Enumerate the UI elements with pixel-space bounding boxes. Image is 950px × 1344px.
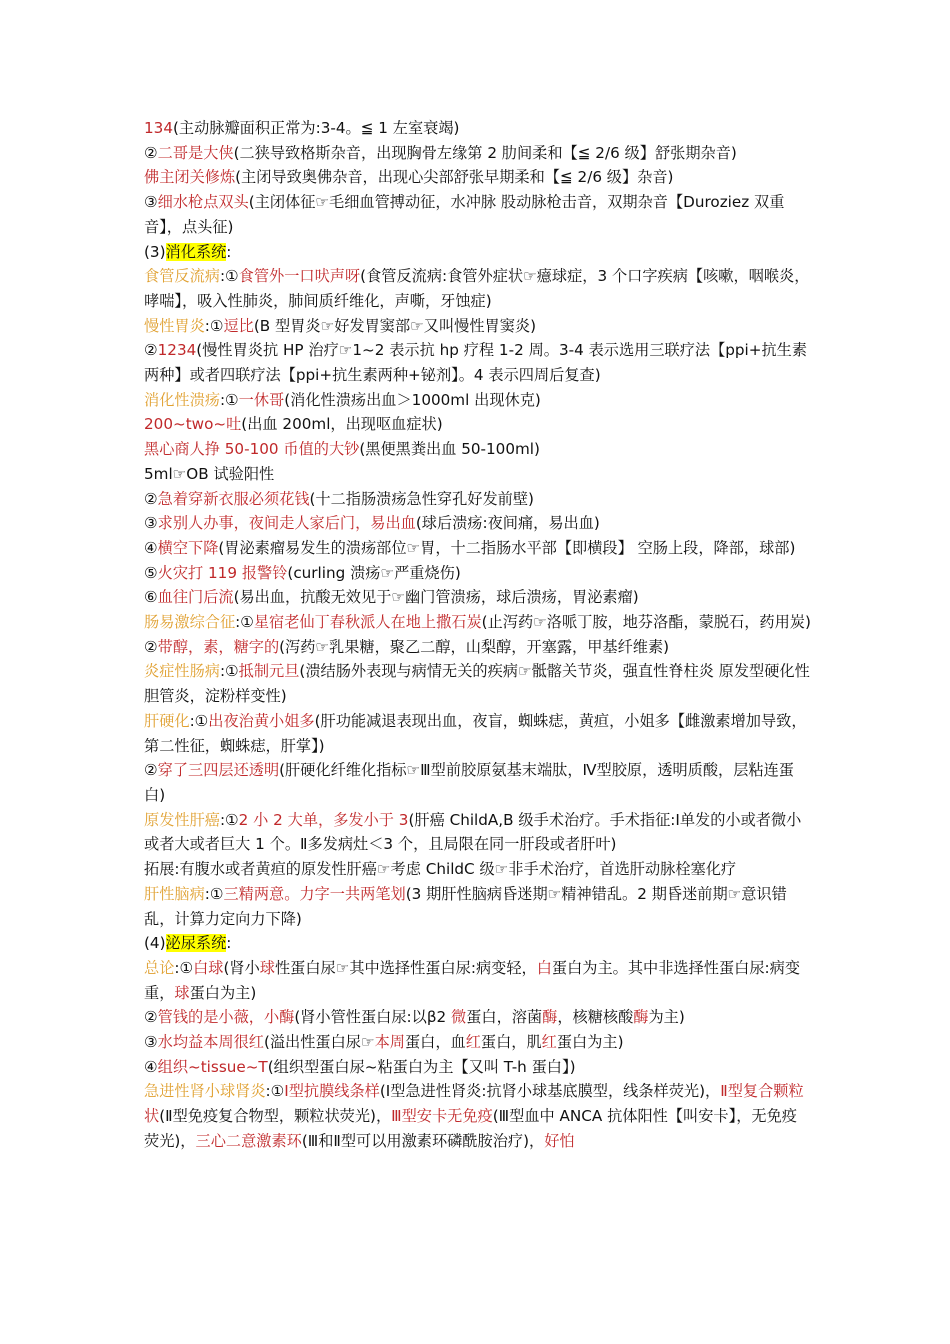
red-mnemonic: 带醇，素，糖字的	[157, 637, 280, 656]
red-mnemonic: 白	[536, 958, 552, 977]
orange-topic: 急进性肾小球肾炎	[144, 1082, 266, 1101]
text-line	[144, 264, 812, 313]
text-line	[144, 116, 812, 141]
text-segment: :①	[235, 613, 254, 632]
text-segment: (溃结肠外表现与病情无关的疾病☞骶髂关节炎，强直性脊柱炎 原发型硬化性胆管炎，淀粉样变性)	[144, 662, 810, 706]
orange-topic: 慢性胃炎	[144, 316, 205, 335]
text-segment: (主闭体征☞毛细血管搏动征，水冲脉 股动脉枪击音，双期杂音【Duroziez 双重音】，点头征)	[144, 193, 785, 236]
text-segment: ③	[144, 514, 158, 533]
text-segment: 拓展:有腹水或者黄疸的原发性肝癌☞考虑 ChildC 级☞非手术治疗，首选肝动脉栓塞化疗	[144, 860, 737, 879]
red-mnemonic: 细水枪点双头	[157, 193, 249, 212]
text-line	[144, 635, 812, 660]
text-line	[144, 314, 812, 339]
text-line	[144, 165, 812, 190]
red-mnemonic: 出夜治黄小姐多	[208, 711, 315, 730]
text-segment: :①	[265, 1082, 285, 1101]
red-mnemonic: 组织~tissue~T	[157, 1057, 268, 1076]
text-segment: (出血 200ml，出现呕血症状)	[241, 415, 443, 434]
text-segment: (3 期肝性脑病昏迷期☞精神错乱。2 期昏迷前期☞意识错乱，计算力定向力下降)	[144, 884, 787, 928]
text-segment: 为主)	[648, 1008, 685, 1027]
text-line	[144, 808, 812, 857]
text-segment: (主动脉瓣面积正常为:3-4。≦ 1 左室衰竭)	[173, 119, 460, 137]
text-line	[144, 956, 812, 1005]
text-line	[144, 931, 812, 956]
text-line	[144, 338, 812, 387]
orange-topic: 食管反流病	[144, 267, 220, 286]
text-segment: (食管反流病:食管外症状☞癔球症，3 个口字疾病【咳嗽，咽喉炎，哮喘】，吸入性肺炎，肺间质纤维化，声嘶，牙蚀症)	[144, 267, 810, 310]
red-mnemonic: 微	[451, 1008, 467, 1027]
highlighted-heading: 消化系统	[165, 242, 227, 261]
text-segment: 蛋白为主。其中非选择性蛋白尿:病变重，	[144, 958, 801, 1002]
text-segment: ②	[144, 143, 158, 162]
text-line	[144, 240, 812, 265]
red-mnemonic: 200~two~吐	[144, 415, 242, 434]
text-line	[144, 882, 812, 931]
text-segment: :	[226, 934, 232, 953]
text-segment: (组织型蛋白尿~粘蛋白为主【又叫 T-h 蛋白】)	[267, 1057, 576, 1076]
orange-topic: 肝性脑病	[144, 884, 205, 903]
text-segment: (肾小管性蛋白尿:以β2	[294, 1008, 452, 1027]
text-segment: (泻药☞乳果糖，聚乙二醇，山梨醇，开塞露，甲基纤维素)	[279, 637, 670, 656]
text-segment: (Ⅲ和Ⅱ型可以用激素环磷酰胺治疗)，	[301, 1131, 545, 1150]
orange-topic: 总论	[144, 958, 175, 977]
red-mnemonic: 一休哥	[238, 390, 285, 409]
orange-topic: 肝硬化	[144, 711, 190, 730]
text-line	[144, 388, 812, 413]
red-mnemonic: 好怕	[544, 1131, 575, 1150]
text-line	[144, 190, 812, 239]
text-segment: ②	[144, 341, 158, 360]
red-mnemonic: 酶	[633, 1008, 649, 1027]
red-mnemonic: Ⅱ型复合颗粒状	[144, 1082, 804, 1126]
text-segment: :①	[219, 267, 239, 286]
text-line	[144, 610, 812, 635]
red-mnemonic: Ⅰ型抗膜线条样	[284, 1082, 380, 1101]
text-segment: (Ⅱ型免疫复合物型，颗粒状荧光)，	[159, 1107, 392, 1126]
text-segment: (易出血，抗酸无效见于☞幽门管溃疡，球后溃疡，胃泌素瘤)	[233, 588, 639, 607]
text-segment: (肝硬化纤维化指标☞Ⅲ型前胶原氨基末端肽，Ⅳ型胶原，透明质酸，层粘连蛋白)	[144, 761, 794, 804]
text-segment: :①	[219, 810, 239, 829]
text-line	[144, 536, 812, 561]
text-line	[144, 511, 812, 536]
text-segment: 蛋白，肌	[480, 1033, 542, 1052]
text-line	[144, 561, 812, 586]
text-segment: ④	[144, 1057, 158, 1076]
text-line	[144, 487, 812, 512]
text-segment: ⑥	[144, 588, 158, 607]
text-segment: (黑便黑粪出血 50-100ml)	[359, 440, 540, 459]
red-mnemonic: 2 小 2 大单，多发小于 3	[238, 810, 409, 829]
red-mnemonic: 红	[465, 1033, 481, 1052]
text-segment: (消化性溃疡出血＞1000ml 出现休克)	[284, 390, 541, 409]
text-segment: 蛋白为主)	[556, 1033, 624, 1052]
text-segment: 5ml☞OB 试验阳性	[144, 464, 275, 483]
text-segment: ④	[144, 538, 158, 557]
text-segment: :①	[189, 711, 209, 730]
text-segment: (胃泌素瘤易发生的溃疡部位☞胃，十二指肠水平部【即横段】 空肠上段，降部，球部)	[218, 538, 796, 557]
text-segment: ②	[144, 1008, 158, 1027]
text-segment: ③	[144, 1033, 158, 1052]
text-line	[144, 437, 812, 462]
red-mnemonic: 管钱的是小薇，小酶	[157, 1008, 295, 1027]
text-line	[144, 141, 812, 166]
text-segment: (溢出性蛋白尿☞	[263, 1033, 375, 1052]
text-line	[144, 412, 812, 437]
text-line	[144, 1055, 812, 1080]
red-mnemonic: 求别人办事，夜间走人家后门，易出血	[157, 514, 416, 533]
red-mnemonic: 三心二意激素环	[195, 1131, 302, 1150]
text-segment: (二狭导致格斯杂音，出现胸骨左缘第 2 肋间柔和【≦ 2/6 级】舒张期杂音)	[233, 143, 737, 162]
text-segment: :①	[219, 662, 239, 681]
text-segment: ②	[144, 637, 158, 656]
text-line	[144, 1030, 812, 1055]
text-line	[144, 758, 812, 807]
text-segment: (主闭导致奥佛杂音，出现心尖部舒张早期柔和【≦ 2/6 级】杂音)	[235, 168, 674, 187]
text-segment: (4)	[144, 934, 166, 953]
text-segment: :	[226, 242, 232, 261]
highlighted-heading: 泌尿系统	[165, 934, 227, 953]
text-line	[144, 857, 812, 882]
text-segment: ⑤	[144, 563, 158, 582]
text-segment: (肾小	[223, 958, 260, 977]
red-mnemonic: 横空下降	[157, 538, 219, 557]
text-segment: (球后溃疡:夜间痛，易出血)	[415, 514, 600, 533]
text-segment: (B 型胃炎☞好发胃窦部☞又叫慢性胃窦炎)	[253, 316, 536, 335]
document-body	[144, 116, 812, 1154]
text-segment: (止泻药☞洛哌丁胺，地芬洛酯，蒙脱石，药用炭)	[481, 613, 811, 632]
red-mnemonic: 球	[174, 983, 190, 1002]
red-mnemonic: 红	[541, 1033, 557, 1052]
text-line	[144, 1005, 812, 1030]
red-mnemonic: 水均益本周很红	[157, 1033, 264, 1052]
text-segment: (3)	[144, 242, 166, 261]
red-mnemonic: 本周	[374, 1033, 405, 1052]
red-mnemonic: 逗比	[223, 316, 254, 335]
text-segment: (肝癌 ChildA,B 级手术治疗。手术指征:Ⅰ单发的小或者微小或者大或者巨大 1 个。Ⅱ多发病灶＜3 个，且局限在同一肝段或者肝叶)	[144, 810, 802, 854]
text-segment: (Ⅲ型血中 ANCA 抗体阳性【叫安卡】，无免疫荧光)，	[144, 1107, 797, 1150]
red-mnemonic: 佛主闭关修炼	[144, 168, 236, 187]
red-mnemonic: 球	[259, 958, 275, 977]
text-segment: ②	[144, 489, 158, 508]
text-segment: (肝功能减退表现出血，夜盲，蜘蛛痣，黄疸，小姐多【雌激素增加导致，第二性征，蜘蛛痣，肝掌】)	[144, 711, 807, 755]
red-mnemonic: 抵制元旦	[238, 662, 300, 681]
red-mnemonic: 食管外一口吠声呀	[238, 267, 361, 286]
red-mnemonic: 134	[144, 119, 173, 137]
text-segment: ③	[144, 193, 158, 212]
red-mnemonic: 酶	[542, 1008, 558, 1027]
red-mnemonic: 急着穿新衣服必须花钱	[157, 489, 310, 508]
text-line	[144, 462, 812, 487]
orange-topic: 原发性肝癌	[144, 810, 220, 829]
text-segment: 蛋白，血	[404, 1033, 466, 1052]
red-mnemonic: 三精两意。力字一共两笔划	[223, 884, 406, 903]
text-line	[144, 659, 812, 708]
red-mnemonic: 火灾打 119 报警铃	[157, 563, 288, 582]
text-segment: (十二指肠溃疡急性穿孔好发前壁)	[309, 489, 534, 508]
text-segment: :①	[174, 958, 194, 977]
red-mnemonic: 1234	[157, 341, 197, 360]
text-segment: (curling 溃疡☞严重烧伤)	[287, 563, 461, 582]
text-segment: (慢性胃炎抗 HP 治疗☞1~2 表示抗 hp 疗程 1-2 周。3-4 表示选用三联疗法【ppi+抗生素两种】或者四联疗法【ppi+抗生素两种+铋剂】。4 表示四周后复查)	[144, 341, 808, 385]
text-segment: (Ⅰ型急进性肾炎:抗肾小球基底膜型，线条样荧光)，	[379, 1082, 721, 1101]
red-mnemonic: 二哥是大侠	[157, 143, 234, 162]
text-line	[144, 709, 812, 758]
red-mnemonic: 穿了三四层还透明	[157, 761, 280, 780]
text-segment: 性蛋白尿☞其中选择性蛋白尿:病变轻，	[274, 958, 537, 977]
text-segment: ，核糖核酸	[557, 1008, 634, 1027]
text-segment: 蛋白为主)	[189, 983, 257, 1002]
text-segment: :①	[204, 884, 224, 903]
text-segment: 蛋白，溶菌	[466, 1008, 543, 1027]
orange-topic: 炎症性肠病	[144, 662, 220, 681]
text-line	[144, 1079, 812, 1153]
orange-topic: 肠易激综合征	[144, 613, 236, 632]
red-mnemonic: 白球	[193, 958, 224, 977]
red-mnemonic: 血往门后流	[157, 588, 234, 607]
text-segment: ②	[144, 761, 158, 780]
text-segment: :①	[219, 390, 239, 409]
text-line	[144, 585, 812, 610]
text-segment: :①	[204, 316, 224, 335]
red-mnemonic: 黑心商人挣 50-100 币值的大钞	[144, 440, 360, 459]
red-mnemonic: 星宿老仙丁春秋派人在地上撒石炭	[253, 613, 482, 632]
red-mnemonic: Ⅲ型安卡无免疫	[391, 1107, 493, 1126]
orange-topic: 消化性溃疡	[144, 390, 220, 409]
